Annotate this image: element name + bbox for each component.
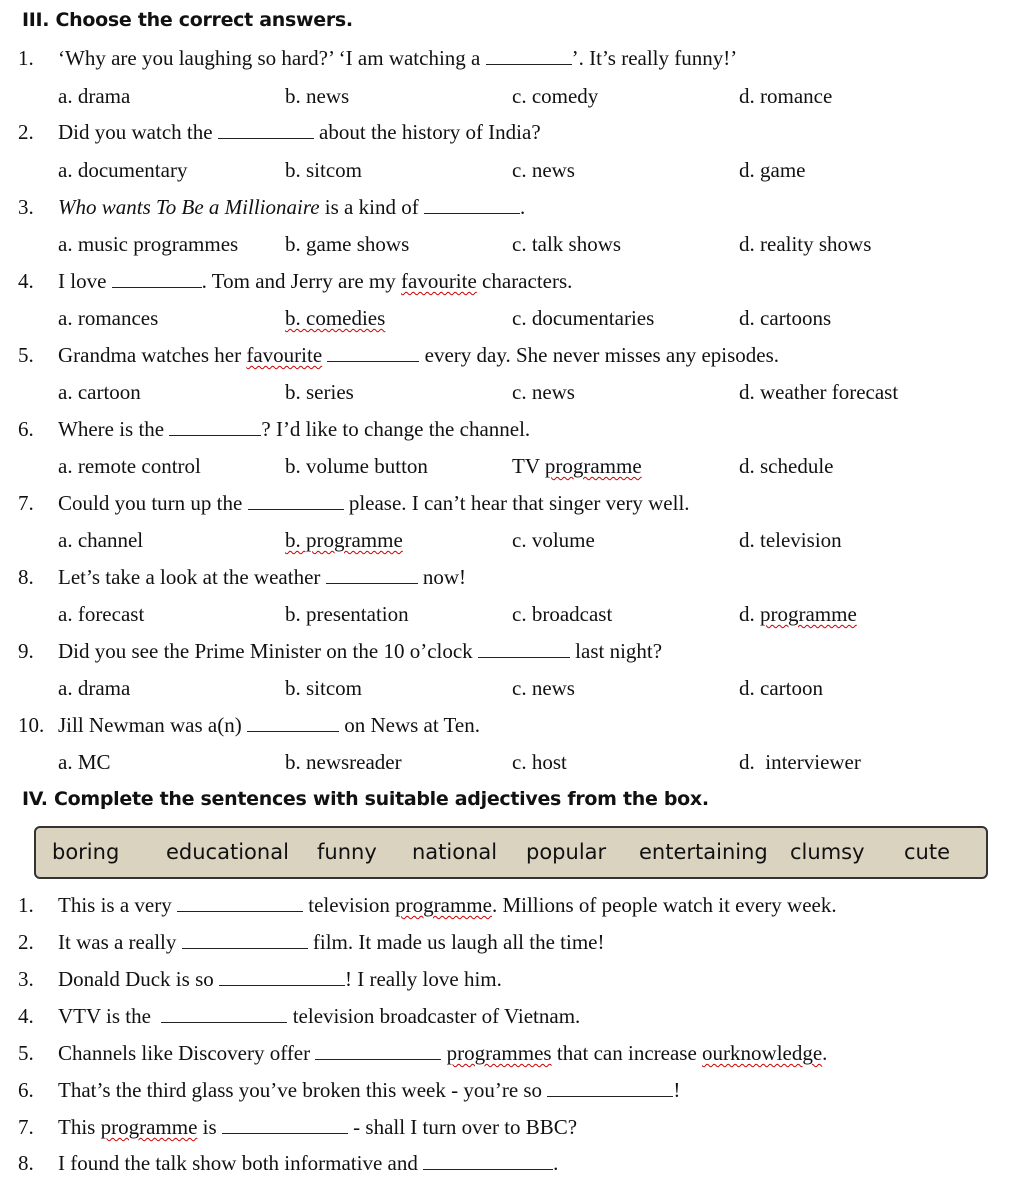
option-1c[interactable]: c. comedy: [512, 84, 599, 108]
answer-blank[interactable]: [315, 1058, 441, 1060]
word-entertaining: entertaining: [639, 840, 768, 864]
answer-blank[interactable]: [486, 63, 572, 65]
option-3d[interactable]: d. reality shows: [739, 232, 872, 256]
option-9b[interactable]: b. sitcom: [285, 676, 362, 700]
word-popular: popular: [526, 840, 607, 864]
question-7: 7. Could you turn up the please. I can’t hear that singer very well.: [18, 491, 690, 515]
option-2c[interactable]: c. news: [512, 158, 575, 182]
option-4c[interactable]: c. documentaries: [512, 306, 655, 330]
word-clumsy: clumsy: [790, 840, 865, 864]
answer-blank[interactable]: [182, 947, 308, 949]
option-10b[interactable]: b. newsreader: [285, 750, 402, 774]
option-10c[interactable]: c. host: [512, 750, 567, 774]
answer-blank[interactable]: [218, 137, 314, 139]
option-7c[interactable]: c. volume: [512, 528, 595, 552]
option-3b[interactable]: b. game shows: [285, 232, 410, 256]
option-7a[interactable]: a. channel: [58, 528, 144, 552]
option-5b[interactable]: b. series: [285, 380, 354, 404]
question-2: 2. Did you watch the about the history of India?: [18, 120, 541, 144]
sentence-7: 7. This programme is - shall I turn over to BBC?: [18, 1115, 578, 1139]
answer-blank[interactable]: [326, 582, 418, 584]
option-6c[interactable]: TV programme: [512, 454, 642, 478]
answer-blank[interactable]: [547, 1095, 673, 1097]
word-box: [34, 826, 988, 879]
option-8a[interactable]: a. forecast: [58, 602, 145, 626]
sentence-2: 2. It was a really film. It made us laugh all the time!: [18, 930, 605, 954]
question-6: 6. Where is the ? I’d like to change the channel.: [18, 417, 531, 441]
sentence-5: 5. Channels like Discovery offer programmes that can increase ourknowledge.: [18, 1041, 828, 1065]
option-4d[interactable]: d. cartoons: [739, 306, 832, 330]
option-5d[interactable]: d. weather forecast: [739, 380, 899, 404]
answer-blank[interactable]: [424, 212, 520, 214]
question-1: 1. ‘Why are you laughing so hard?’ ‘I am watching a ’. It’s really funny!’: [18, 46, 738, 70]
sentence-6: 6. That’s the third glass you’ve broken this week - you’re so !: [18, 1078, 681, 1102]
word-boring: boring: [52, 840, 120, 864]
word-national: national: [412, 840, 498, 864]
question-9: 9. Did you see the Prime Minister on the 10 o’clock last night?: [18, 639, 663, 663]
section-3-heading: III. Choose the correct answers.: [22, 9, 353, 31]
option-10a[interactable]: a. MC: [58, 750, 111, 774]
option-2d[interactable]: d. game: [739, 158, 806, 182]
option-9d[interactable]: d. cartoon: [739, 676, 823, 700]
answer-blank[interactable]: [247, 730, 339, 732]
answer-blank[interactable]: [423, 1168, 553, 1170]
option-3a[interactable]: a. music programmes: [58, 232, 239, 256]
sentence-1: 1. This is a very television programme. Millions of people watch it every week.: [18, 893, 837, 917]
option-1b[interactable]: b. news: [285, 84, 350, 108]
word-educational: educational: [166, 840, 289, 864]
answer-blank[interactable]: [327, 360, 419, 362]
option-1d[interactable]: d. romance: [739, 84, 833, 108]
option-8c[interactable]: c. broadcast: [512, 602, 613, 626]
question-8: 8. Let’s take a look at the weather now!: [18, 565, 467, 589]
question-10: 10. Jill Newman was a(n) on News at Ten.: [18, 713, 480, 737]
answer-blank[interactable]: [478, 656, 570, 658]
answer-blank[interactable]: [219, 984, 345, 986]
option-6a[interactable]: a. remote control: [58, 454, 201, 478]
question-4: 4. I love . Tom and Jerry are my favourite characters.: [18, 269, 573, 293]
answer-blank[interactable]: [161, 1021, 287, 1023]
answer-blank[interactable]: [248, 508, 344, 510]
option-9c[interactable]: c. news: [512, 676, 575, 700]
option-8b[interactable]: b. presentation: [285, 602, 409, 626]
section-4-heading: IV. Complete the sentences with suitable adjectives from the box.: [22, 788, 709, 810]
option-3c[interactable]: c. talk shows: [512, 232, 622, 256]
option-5a[interactable]: a. cartoon: [58, 380, 141, 404]
option-5c[interactable]: c. news: [512, 380, 575, 404]
answer-blank[interactable]: [222, 1132, 348, 1134]
answer-blank[interactable]: [112, 286, 202, 288]
sentence-8: 8. I found the talk show both informative and .: [18, 1151, 559, 1175]
answer-blank[interactable]: [169, 434, 261, 436]
option-8d[interactable]: d. programme: [739, 602, 857, 626]
question-5: 5. Grandma watches her favourite every day. She never misses any episodes.: [18, 343, 780, 367]
option-10d[interactable]: d. interviewer: [739, 750, 861, 774]
sentence-4: 4. VTV is the television broadcaster of Vietnam.: [18, 1004, 581, 1028]
option-7d[interactable]: d. television: [739, 528, 842, 552]
answer-blank[interactable]: [177, 910, 303, 912]
option-4b[interactable]: b. comedies: [285, 306, 386, 330]
option-4a[interactable]: a. romances: [58, 306, 159, 330]
option-6b[interactable]: b. volume button: [285, 454, 428, 478]
option-6d[interactable]: d. schedule: [739, 454, 834, 478]
option-1a[interactable]: a. drama: [58, 84, 131, 108]
word-cute: cute: [904, 840, 951, 864]
option-9a[interactable]: a. drama: [58, 676, 131, 700]
sentence-3: 3. Donald Duck is so ! I really love him.: [18, 967, 502, 991]
word-funny: funny: [317, 840, 377, 864]
option-2a[interactable]: a. documentary: [58, 158, 188, 182]
option-2b[interactable]: b. sitcom: [285, 158, 362, 182]
question-3: 3. Who wants To Be a Millionaire is a kind of .: [18, 195, 526, 219]
option-7b[interactable]: b. programme: [285, 528, 403, 552]
